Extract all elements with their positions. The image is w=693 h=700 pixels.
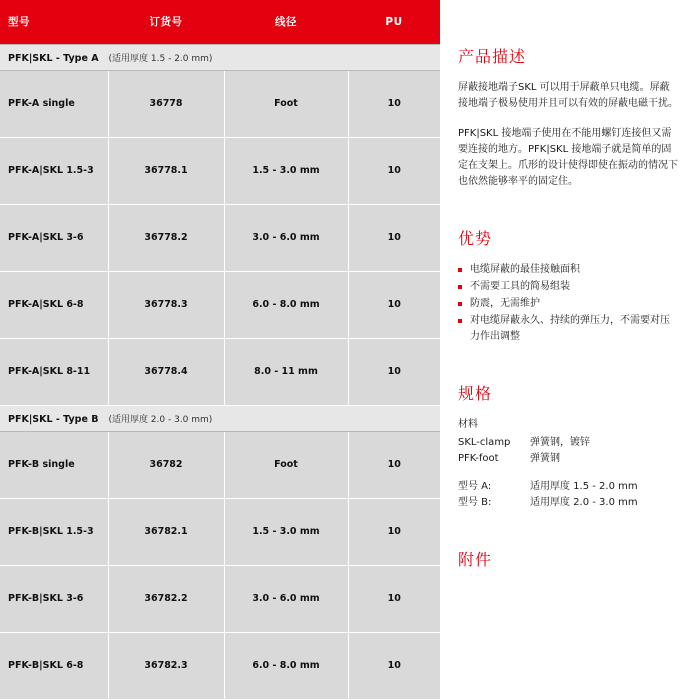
cell-type: PFK-A|SKL 8-11 xyxy=(0,338,108,405)
table-row xyxy=(0,70,440,137)
cell-type: PFK-A single xyxy=(0,70,108,137)
specs-value: 适用厚度 2.0 - 3.0 mm xyxy=(530,497,638,508)
cell-type: PFK-B|SKL 3-6 xyxy=(0,565,108,632)
table-row xyxy=(0,271,440,338)
cell-wire-diameter: 3.0 - 6.0 mm xyxy=(224,565,348,632)
specs-block xyxy=(458,417,679,511)
table-row xyxy=(0,137,440,204)
cell-pu: 10 xyxy=(348,338,440,405)
table-row xyxy=(0,565,440,632)
description-paragraph-2: PFK|SKL 接地端子使用在不能用螺钉连接但又需要连接的地方。PFK|SKL 接地端子就是简单的固定在支架上。爪形的设计使得即使在振动的情况下也依然能够率平的固定住。 xyxy=(458,128,678,187)
list-item: 对电缆屏蔽永久、持续的弹压力，不需要对压力作出调整 xyxy=(458,313,679,345)
cell-wire-diameter: Foot xyxy=(224,431,348,498)
cell-order-number: 36778.3 xyxy=(108,271,224,338)
cell-pu: 10 xyxy=(348,632,440,699)
specs-value: 弹簧钢，镀锌 xyxy=(530,437,590,448)
spacer xyxy=(458,467,679,479)
cell-type: PFK-B|SKL 6-8 xyxy=(0,632,108,699)
cell-wire-diameter: 6.0 - 8.0 mm xyxy=(224,271,348,338)
section-title-advantages: 优势 xyxy=(458,229,493,248)
table-header xyxy=(0,0,440,44)
cell-type: PFK-A|SKL 6-8 xyxy=(0,271,108,338)
specs-value: 适用厚度 1.5 - 2.0 mm xyxy=(530,481,638,492)
column-header-type: 型号 xyxy=(8,16,30,29)
cell-wire-diameter: 1.5 - 3.0 mm xyxy=(224,498,348,565)
specs-material-label: 材料 xyxy=(458,419,478,430)
specs-row xyxy=(458,495,679,511)
cell-type: PFK-A|SKL 3-6 xyxy=(0,204,108,271)
cell-type: PFK-B|SKL 1.5-3 xyxy=(0,498,108,565)
cell-wire-diameter: Foot xyxy=(224,70,348,137)
cell-order-number: 36782.3 xyxy=(108,632,224,699)
list-item: 不需要工具的简易组装 xyxy=(458,279,679,295)
table-row xyxy=(0,431,440,498)
cell-order-number: 36782 xyxy=(108,431,224,498)
cell-pu: 10 xyxy=(348,498,440,565)
cell-order-number: 36782.1 xyxy=(108,498,224,565)
cell-order-number: 36782.2 xyxy=(108,565,224,632)
cell-pu: 10 xyxy=(348,565,440,632)
cell-pu: 10 xyxy=(348,204,440,271)
group-note: (适用厚度 2.0 - 3.0 mm) xyxy=(108,414,213,425)
table-row xyxy=(0,498,440,565)
column-header-wire-diameter: 线径 xyxy=(275,16,297,29)
list-item: 电缆屏蔽的最佳接触面积 xyxy=(458,262,679,278)
cell-type: PFK-B single xyxy=(0,431,108,498)
description-paragraph-1: 屏蔽接地端子SKL 可以用于屏蔽单只电缆。屏蔽接地端子极易使用并且可以有效的屏蔽电磁干扰。 xyxy=(458,82,678,109)
info-sidebar xyxy=(440,0,693,595)
specs-key: SKL-clamp xyxy=(458,437,511,448)
list-item: 防震，无需维护 xyxy=(458,296,679,312)
cell-order-number: 36778 xyxy=(108,70,224,137)
group-label-cell xyxy=(0,405,440,431)
cell-wire-diameter: 8.0 - 11 mm xyxy=(224,338,348,405)
group-note: (适用厚度 1.5 - 2.0 mm) xyxy=(108,53,213,64)
section-title-accessories: 附件 xyxy=(458,550,493,569)
table-body xyxy=(0,44,440,699)
table-group-row xyxy=(0,44,440,70)
group-name: PFK|SKL - Type B xyxy=(8,413,99,425)
column-header-order-number: 订货号 xyxy=(149,16,183,29)
specs-row xyxy=(458,435,679,451)
specs-value: 弹簧钢 xyxy=(530,453,560,464)
cell-wire-diameter: 3.0 - 6.0 mm xyxy=(224,204,348,271)
group-label-cell xyxy=(0,44,440,70)
specs-key: PFK-foot xyxy=(458,453,499,464)
table-row xyxy=(0,204,440,271)
specs-row xyxy=(458,479,679,495)
table-row xyxy=(0,632,440,699)
table-group-row xyxy=(0,405,440,431)
specs-key: 型号 B: xyxy=(458,497,492,508)
specs-row xyxy=(458,451,679,467)
cell-pu: 10 xyxy=(348,271,440,338)
cell-pu: 10 xyxy=(348,431,440,498)
section-title-specs: 规格 xyxy=(458,384,493,403)
cell-wire-diameter: 1.5 - 3.0 mm xyxy=(224,137,348,204)
cell-pu: 10 xyxy=(348,70,440,137)
table-row xyxy=(0,338,440,405)
cell-order-number: 36778.2 xyxy=(108,204,224,271)
column-header-pu: PU xyxy=(385,15,403,28)
cell-order-number: 36778.1 xyxy=(108,137,224,204)
section-title-description: 产品描述 xyxy=(458,47,527,66)
advantages-list xyxy=(458,262,679,345)
cell-pu: 10 xyxy=(348,137,440,204)
cell-wire-diameter: 6.0 - 8.0 mm xyxy=(224,632,348,699)
group-name: PFK|SKL - Type A xyxy=(8,52,99,64)
cell-type: PFK-A|SKL 1.5-3 xyxy=(0,137,108,204)
table-header-row xyxy=(0,0,440,44)
specs-key: 型号 A: xyxy=(458,481,492,492)
cell-order-number: 36778.4 xyxy=(108,338,224,405)
